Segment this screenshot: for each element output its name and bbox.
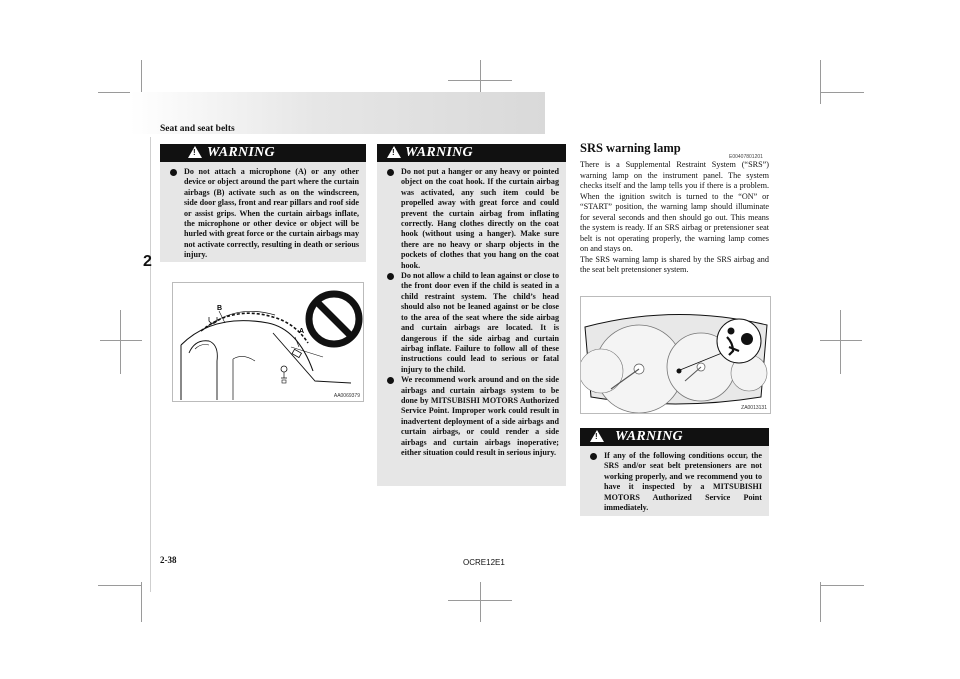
warning-item: [385, 375, 559, 458]
warning-label: WARNING: [405, 145, 473, 160]
instrument-panel-figure: [580, 296, 771, 414]
document-code: OCRE12E1: [463, 558, 505, 567]
section-body: [580, 160, 769, 276]
crop-mark: [448, 80, 512, 81]
warning-header: [580, 428, 769, 446]
crop-mark: [120, 310, 121, 374]
section-code: E00407801201: [729, 154, 763, 160]
warning-header: [160, 144, 366, 162]
instrument-panel-illustration: [581, 297, 770, 413]
figure-code: ZA0013131: [741, 405, 767, 411]
warning-text: We recommend work around and on the side airbags and curtain airbags system to be done by MITSUBISHI MOTORS Authorized Service Point. Improper work could result in inadvertent deployment of a side airbags and curtain airbags, or could render a side airbags and curtain airbags inoperative; either situation could result in serious injury.: [401, 375, 559, 457]
warning-text: Do not put a hanger or any heavy or pointed object on the coat hook. If the curtain airbag was activated, any such item could be propelled away with great force and could prevent the curtain airbag from inflating correctly. Hang clothes directly on the coat hook (without using a hanger). Make sure there are no heavy or sharp objects in the pockets of clothes that you hang on the coat hook.: [401, 167, 559, 270]
figure-code: AA0069379: [333, 393, 360, 399]
warning-body: [377, 162, 566, 466]
curtain-airbag-figure: [172, 282, 364, 402]
section-header-title: Seat and seat belts: [160, 124, 235, 134]
warning-text: Do not attach a microphone (A) or any other device or object around the part where the curtain airbags (B) activate such as on the windscreen, side door glass, front and rear pillars and roof side or assist grips. When the curtain airbags inflate, the microphone or other device or object will be hurled with great force or the curtain airbags may not activate correctly, resulting in death or serious injury.: [184, 167, 359, 260]
warning-label: WARNING: [615, 429, 683, 444]
callout-a: A: [299, 328, 305, 335]
warning-item: [385, 167, 559, 271]
warning-box-middle: [377, 144, 566, 486]
car-interior-illustration: [173, 283, 363, 401]
crop-mark: [98, 585, 142, 586]
warning-item: [588, 451, 762, 513]
prohibited-icon: [309, 294, 359, 344]
bullet-icon: [387, 273, 394, 280]
warning-body: [580, 446, 769, 521]
page-number: 2-38: [160, 555, 177, 565]
srs-warning-icon: [717, 319, 761, 363]
warning-triangle-icon: [188, 146, 202, 158]
crop-mark: [480, 582, 481, 622]
callout-b: B: [217, 305, 223, 312]
warning-body: [160, 162, 366, 269]
crop-mark: [820, 585, 864, 586]
crop-mark: [820, 582, 821, 622]
crop-mark: [448, 600, 512, 601]
warning-box-left: [160, 144, 366, 262]
warning-header: [377, 144, 566, 162]
crop-mark: [840, 310, 841, 374]
warning-item: [168, 167, 359, 261]
bullet-icon: [387, 169, 394, 176]
bullet-icon: [387, 377, 394, 384]
warning-triangle-icon: [387, 146, 401, 158]
crop-mark: [820, 60, 821, 104]
warning-triangle-icon: [590, 430, 604, 442]
warning-item: [385, 271, 559, 375]
section-title: SRS warning lamp: [580, 141, 681, 155]
crop-mark: [100, 340, 142, 341]
body-paragraph: The SRS warning lamp is shared by the SRS airbag and the seat belt pretensioner system.: [580, 254, 769, 274]
warning-label: WARNING: [207, 145, 275, 160]
warning-text: Do not allow a child to lean against or close to the front door even if the child is seated in a child restraint system. The child’s head should also not be leaned against or be close to the area of the seat where the side airbag and curtain airbags are located. It is dangerous if the side airbag and curtain airbag inflate. Failure to follow all of these instructions could lead to serious or fatal injury to the child.: [401, 271, 559, 374]
crop-mark: [820, 340, 862, 341]
warning-text: If any of the following conditions occur, the SRS and/or seat belt pretensioners are not working properly, and we recommend you to have it inspected by a MITSUBISHI MOTORS Authorized Service Point immediately.: [604, 451, 762, 513]
crop-mark: [141, 582, 142, 622]
bullet-icon: [170, 169, 177, 176]
crop-mark: [820, 92, 864, 93]
chapter-number: 2: [143, 253, 152, 270]
body-paragraph: There is a Supplemental Restraint System (“SRS”) warning lamp on the instrument panel. The system checks itself and the lamp tells you if there is a problem. When the ignition switch is turned to the “ON” or “START” position, the warning lamp should illuminate for several seconds and then should go out. This means the system is ready. If an SRS airbag or pretensioner seat belt is not operating properly, the warning lamp comes on and stays on.: [580, 160, 769, 253]
warning-box-right: [580, 428, 769, 516]
side-rule: [150, 137, 151, 592]
bullet-icon: [590, 453, 597, 460]
